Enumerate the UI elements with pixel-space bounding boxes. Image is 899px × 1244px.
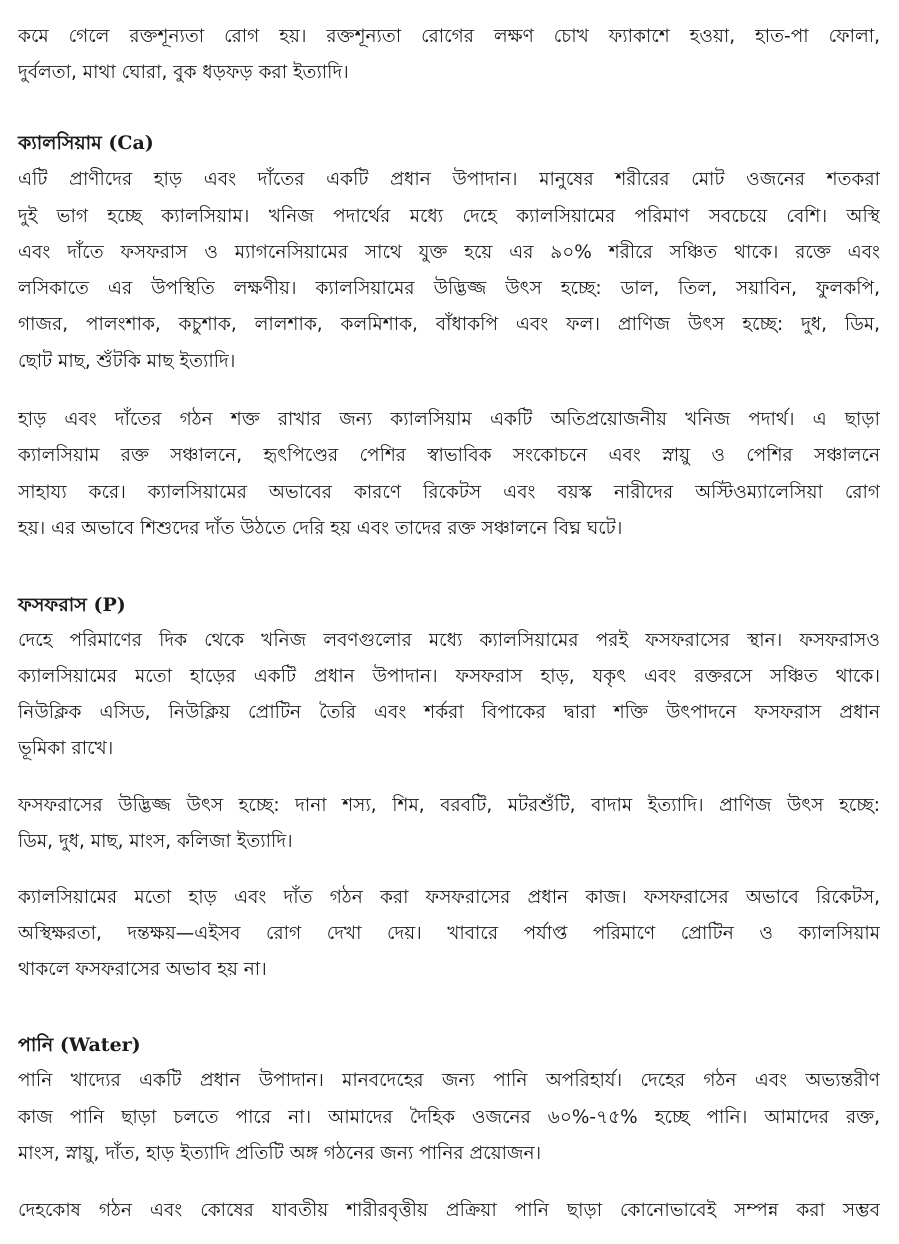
heading-bengali: ক্যালসিয়াম [18,132,102,154]
text-line: ফসফরাসের উদ্ভিজ্জ উৎস হচ্ছে: দানা শস্য, শিম, বরবটি, মটরশুঁটি, বাদাম ইত্যাদি। প্রাণিজ উৎস হচ্ছে: [18,795,880,816]
text-line: এবং দাঁতে ফসফরাস ও ম্যাগনেসিয়ামের সাথে যুক্ত হয়ে এর ৯০% শরীরে সঞ্চিত থাকে। রক্তে এবং [18,242,880,263]
text-line: অস্থিক্ষরতা, দন্তক্ষয়—এইসব রোগ দেখা দেয়। খাবারে পর্যাপ্ত পরিমাণে প্রোটিন ও ক্যালসিয়াম [18,923,880,944]
text-line: দেহে পরিমাণের দিক থেকে খনিজ লবণগুলোর মধ্যে ক্যালসিয়ামের পরই ফসফরাসের স্থান। ফসফরাসও [18,630,880,651]
text-line: হয়। এর অভাবে শিশুদের দাঁত উঠতে দেরি হয় এবং তাদের রক্ত সঞ্চালনে বিঘ্ন ঘটে। [18,518,623,539]
text-line: ক্যালসিয়াম রক্ত সঞ্চালনে, হৃৎপিণ্ডের পেশির স্বাভাবিক সংকোচনে এবং স্নায়ু ও পেশির সঞ্চালনে [18,445,880,466]
text-line: হাড় এবং দাঁতের গঠন শক্ত রাখার জন্য ক্যালসিয়াম একটি অতিপ্রয়োজনীয় খনিজ পদার্থ। এ ছাড়া [18,409,880,430]
heading-latin: (P) [93,594,126,616]
text-line: পানি খাদ্যের একটি প্রধান উপাদান। মানবদেহের জন্য পানি অপরিহার্য। দেহের গঠন এবং অভ্যন্তরীণ [18,1070,880,1091]
section-heading-calcium [18,125,154,161]
text-line: এটি প্রাণীদের হাড় এবং দাঁতের একটি প্রধান উপাদান। মানুষের শরীরের মোট ওজনের শতকরা [18,169,880,190]
text-line: দেহকোষ গঠন এবং কোষের যাবতীয় শারীরবৃত্তীয় প্রক্রিয়া পানি ছাড়া কোনোভাবেই সম্পন্ন করা সম্ভব [18,1200,880,1221]
text-line: দুর্বলতা, মাথা ঘোরা, বুক ধড়ফড় করা ইত্যাদি। [18,62,349,83]
text-line: কমে গেলে রক্তশূন্যতা রোগ হয়। রক্তশূন্যতা রোগের লক্ষণ চোখ ফ্যাকাশে হওয়া, হাত-পা ফোলা, [18,26,880,47]
text-line: দুই ভাগ হচ্ছে ক্যালসিয়াম। খনিজ পদার্থের মধ্যে দেহে ক্যালসিয়ামের পরিমাণ সবচেয়ে বেশি। অস্থি [18,206,880,227]
section-heading-phosphorus [18,587,126,623]
text-line: সাহায্য করে। ক্যালসিয়ামের অভাবের কারণে রিকেটস এবং বয়স্ক নারীদের অস্টিওম্যালেসিয়া রোগ [18,482,880,503]
heading-bengali: পানি [18,1034,54,1056]
section-heading-water [18,1027,141,1063]
text-line: থাকলে ফসফরাসের অভাব হয় না। [18,959,267,980]
heading-latin: (Ca) [108,132,154,154]
text-line: লসিকাতে এর উপস্থিতি লক্ষণীয়। ক্যালসিয়ামের উদ্ভিজ্জ উৎস হচ্ছে: ডাল, তিল, সয়াবিন, ফুলকপি, [18,278,880,299]
text-line: মাংস, স্নায়ু, দাঁত, হাড় ইত্যাদি প্রতিটি অঙ্গ গঠনের জন্য পানির প্রয়োজন। [18,1143,542,1164]
text-line: ডিম, দুধ, মাছ, মাংস, কলিজা ইত্যাদি। [18,831,293,852]
text-line: ক্যালসিয়ামের মতো হাড়ের একটি প্রধান উপাদান। ফসফরাস হাড়, যকৃৎ এবং রক্তরসে সঞ্চিত থাকে। [18,666,880,687]
text-line: কাজ পানি ছাড়া চলতে পারে না। আমাদের দৈহিক ওজনের ৬০%-৭৫% হচ্ছে পানি। আমাদের রক্ত, [18,1107,880,1128]
text-line: ভূমিকা রাখে। [18,738,114,759]
text-line: গাজর, পালংশাক, কচুশাক, লালশাক, কলমিশাক, বাঁধাকপি এবং ফল। প্রাণিজ উৎস হচ্ছে: দুধ, ডিম, [18,314,880,335]
text-line: ক্যালসিয়ামের মতো হাড় এবং দাঁত গঠন করা ফসফরাসের প্রধান কাজ। ফসফরাসের অভাবে রিকেটস, [18,887,880,908]
text-line: ছোট মাছ, শুঁটকি মাছ ইত্যাদি। [18,351,236,372]
heading-latin: (Water) [59,1034,141,1056]
text-line: নিউক্লিক এসিড, নিউক্লিয় প্রোটিন তৈরি এবং শর্করা বিপাকের দ্বারা শক্তি উৎপাদনে ফসফরাস প্রধান [18,702,880,723]
heading-bengali: ফসফরাস [18,594,87,616]
